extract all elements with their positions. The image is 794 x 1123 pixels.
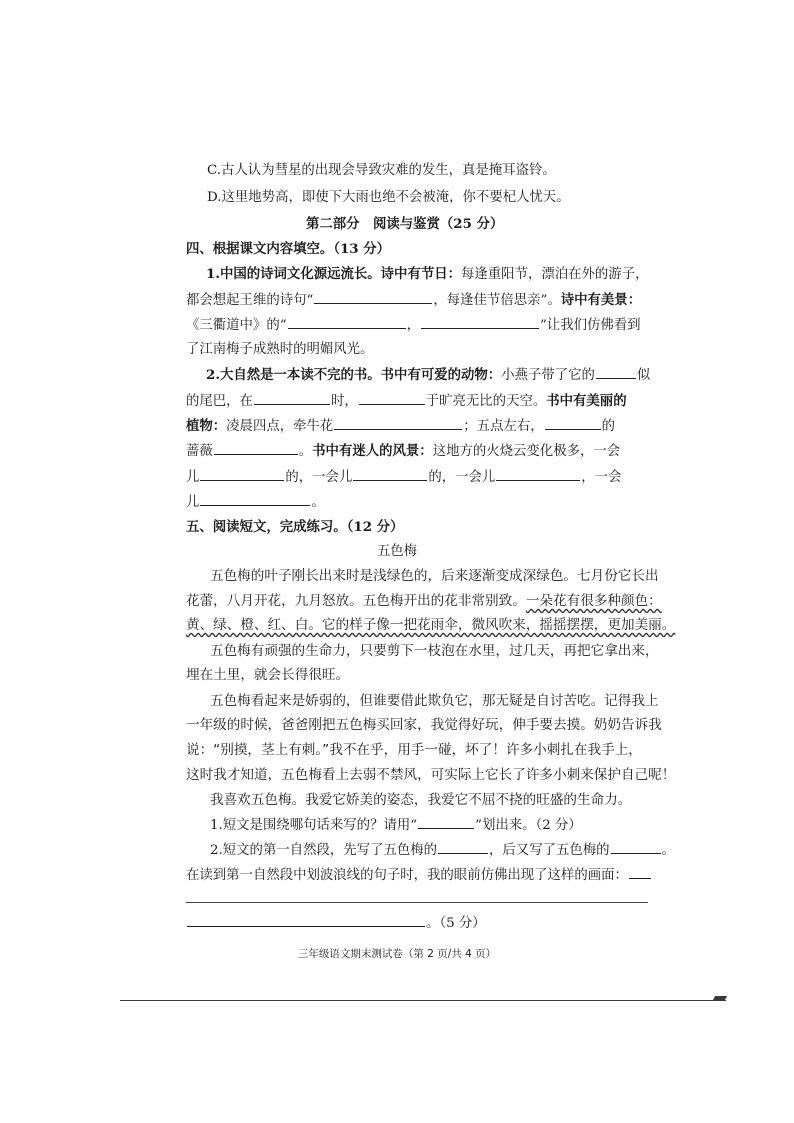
blank-swallow-action[interactable] [359,392,425,405]
s4-q2-line3 [186,417,615,436]
s4-q2-line6 [186,493,325,512]
blank-scene-end[interactable] [187,914,425,927]
p1-l3-wavy: 黄、绿、橙、红、白。它的样子像一把花雨伞，微风吹来，摇摇摆摆，更加美丽。 [186,617,676,633]
footer-text: 三年级语文期末测试卷（第 2 页/共 4 页） [297,948,497,960]
s4-q1-l3-a: 《三衢道中》的“ [186,318,287,333]
blank-mark-symbol[interactable] [418,816,474,829]
s5-q2-l4: 。（5 分） [426,916,486,931]
p2-line2: 埋在土里，就会长得很旺。 [186,667,350,683]
s5-q1 [210,816,582,835]
s4-q1-l1-bold: 1.中国的诗词文化源远流长。诗中有节日： [206,266,462,282]
p3-line4: 这时我才知道，五色梅看上去弱不禁风，可实际上它长了许多小刺来保护自己呢！ [186,767,676,783]
s4-q2-l5-b: 的，一会儿 [285,470,353,485]
blank-second-aspect[interactable] [611,841,661,854]
option-c: C.古人认为彗星的出现会导致灾难的发生，真是掩耳盗铃。 [207,163,556,178]
p3-line2: 一年级的时候，爸爸刚把五色梅买回家，我觉得好玩，伸手要去摸。奶奶告诉我 [186,717,662,733]
blank-morning-glory[interactable] [334,417,462,430]
s4-q2-l3-a: 凌晨四点，牵牛花 [226,419,334,434]
blank-swallow-when[interactable] [254,392,330,405]
blank-cloud-1[interactable] [200,468,284,481]
p3-line3: 说：“别摸，茎上有刺。”我不在乎，用手一碰，坏了！许多小刺扎在我手上， [186,742,642,758]
s4-q2-l2-a: 的尾巴，在 [186,394,253,409]
answer-line-full[interactable] [186,902,648,903]
s5-q1-b: ”划出来。（2 分） [475,818,582,833]
blank-cloud-2[interactable] [353,468,427,481]
s5-q2-l1-a: 2.短文的第一自然段，先写了五色梅的 [210,843,438,858]
s5-q2-l2: 在读到第一自然段中划波浪线的句子时，我的眼前仿佛出现了这样的画面： [186,868,628,883]
p1-l2-plain: 花蕾，八月开花，九月怒放。五色梅开出的花非常别致。 [186,593,526,609]
s4-q2-l1-b: 似 [636,368,651,383]
p3-line1: 五色梅看起来是娇弱的，但谁要借此欺负它，那无疑是自讨苦吃。记得我上 [210,693,659,709]
blank-first-aspect[interactable] [438,841,488,854]
s4-q2-l2-bold: 书中有美丽的 [546,393,627,409]
passage-title-text: 五色梅 [376,544,418,559]
scan-edge-line [120,1000,726,1001]
s4-q2-l4-b: 。 [298,444,313,459]
s4-q2-line5 [186,468,621,487]
part-two-title: 第二部分 阅读与鉴赏（25 分） [306,216,504,232]
p1-line2 [186,592,662,610]
blank-rose-action[interactable] [214,442,298,455]
s4-q2-l3-bold: 植物： [186,418,227,434]
s5-q1-a: 1.短文是围绕哪句话来写的？请用“ [210,818,418,833]
s5-q2-l1-c: 。 [661,843,675,858]
blank-sanqu-1[interactable] [288,316,406,329]
s4-q2-l4-bold: 书中有迷人的风景： [312,443,433,459]
s4-q1-l3-b: ， [406,318,420,333]
s4-q2-line4 [186,442,620,461]
p1-line3 [186,616,675,634]
s5-q2-line1 [210,841,675,860]
passage-title [0,543,794,561]
blank-cloud-4[interactable] [200,493,310,506]
s4-q2-l3-b: ；五点左右， [463,419,544,434]
s5-q2-l1-b: ，后又写了五色梅的 [489,843,610,858]
s4-q2-l1-bold: 2.大自然是一本读不完的书。书中有可爱的动物： [206,367,502,383]
s4-q1-l1-rest: 每逢重阳节，漂泊在外的游子， [461,267,649,282]
s4-q2-l6-b: 。 [311,495,325,510]
p4-line1: 我喜欢五色梅。我爱它娇美的姿态，我爱它不屈不挠的旺盛的生命力。 [210,792,632,808]
s4-q1-line2 [186,291,641,310]
blank-swallow-tail[interactable] [596,366,636,379]
s4-q1-l2-bold: 诗中有美景： [560,292,642,308]
scan-edge-mark [713,996,727,1000]
s4-q2-line2 [186,392,627,411]
s4-q2-l5-c: 的，一会儿 [428,470,496,485]
s4-q1-l2-b: ，每逢佳节倍思亲”。 [433,293,561,308]
p1-line1: 五色梅的叶子刚长出来时是浅绿色的，后来逐渐变成深绿色。七月份它长出 [210,568,659,584]
blank-sanqu-2[interactable] [421,316,539,329]
s4-q1-line3 [186,316,641,335]
blank-rose-adj[interactable] [545,417,601,430]
s4-q1-line1 [206,265,648,284]
s4-q1-l2-a: 都会想起王维的诗句“ [186,293,314,308]
s4-q2-l5-a: 儿 [186,470,200,485]
p1-l2-wavy: 一朵花有很多种颜色： [525,593,662,609]
blank-poem-line[interactable] [314,291,432,304]
s4-q2-l4-c: 这地方的火烧云变化极多，一会 [432,444,621,459]
s5-q2-line2 [186,866,652,885]
section5-heading: 五、阅读短文，完成练习。（12 分） [186,519,404,535]
section4-heading: 四、根据课文内容填空。（13 分） [186,241,391,257]
s4-q2-l5-d: ，一会 [581,470,622,485]
s4-q2-l4-a: 蔷薇 [186,444,213,459]
s4-q1-l3-c: ”让我们仿佛看到 [539,318,641,333]
s5-q2-line4 [186,914,486,933]
s4-q2-l6-a: 儿 [186,495,200,510]
s4-q2-l2-c: 于旷亮无比的天空。 [425,394,547,409]
blank-scene-start[interactable] [629,866,651,879]
s4-q2-line1 [206,366,650,385]
s4-q2-l3-c: 的 [601,419,616,434]
s4-q1-line4: 了江南梅子成熟时的明媚风光。 [186,342,374,357]
page-footer [0,946,794,961]
option-d: D.这里地势高，即使下大雨也绝不会被淹，你不要杞人忧天。 [207,190,570,205]
s4-q2-l1-a: 小燕子带了它的 [501,368,595,383]
p2-line1: 五色梅有顽强的生命力，只要剪下一枝泡在水里，过几天，再把它拿出来， [210,643,659,659]
s4-q2-l2-b: 时， [330,394,358,409]
blank-cloud-3[interactable] [496,468,580,481]
